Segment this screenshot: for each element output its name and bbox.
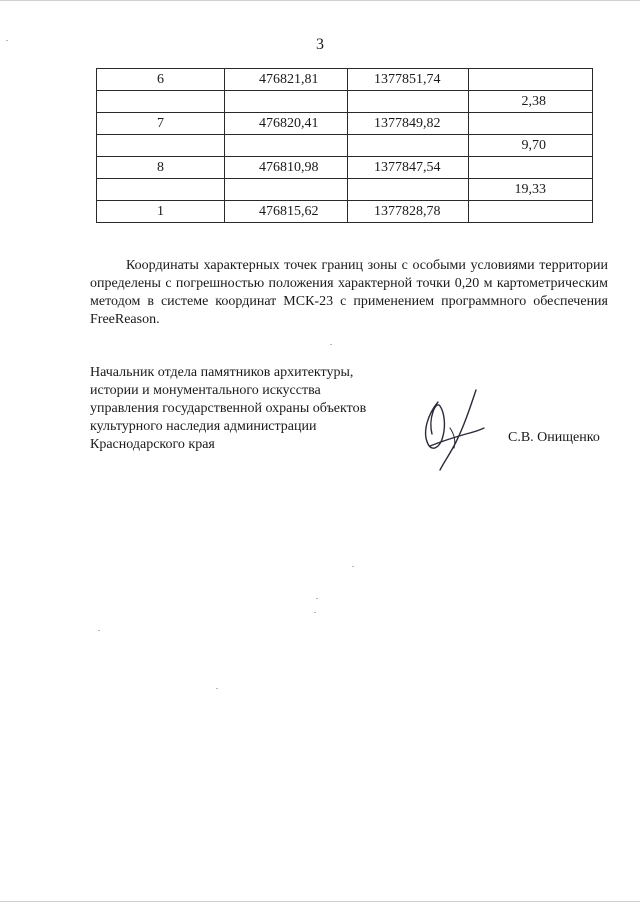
signatory-title-line: истории и монументального искусства <box>90 383 321 398</box>
distance-cell: 9,70 <box>469 135 593 157</box>
scan-bottom-edge <box>0 901 640 902</box>
point-number-cell: 7 <box>97 113 225 135</box>
coordinates-method-paragraph: Координаты характерных точек границ зоны с особыми условиями территории определены с погрешностью положения характерной точки 0,20 м картометрическим методом в системе координат МСК-23 с применением программного обеспечения FreeReason. <box>90 258 608 327</box>
y-coordinate-cell <box>348 135 469 157</box>
x-coordinate-cell <box>225 91 348 113</box>
scan-speck <box>316 598 318 599</box>
y-coordinate-cell: 1377849,82 <box>348 113 469 135</box>
point-number-cell: 6 <box>97 69 225 91</box>
signatory-title-line: культурного наследия администрации <box>90 419 317 434</box>
y-coordinate-cell <box>348 179 469 201</box>
page-number: 3 <box>316 36 324 53</box>
x-coordinate-cell: 476815,62 <box>225 201 348 223</box>
distance-cell: 19,33 <box>469 179 593 201</box>
scan-speck <box>6 40 8 41</box>
table-row <box>97 113 593 135</box>
distance-cell <box>469 157 593 179</box>
point-number-cell <box>97 135 225 157</box>
distance-cell <box>469 201 593 223</box>
signatory-title-line: управления государственной охраны объектов <box>90 401 367 416</box>
distance-cell: 2,38 <box>469 91 593 113</box>
x-coordinate-cell <box>225 135 348 157</box>
x-coordinate-cell: 476810,98 <box>225 157 348 179</box>
signatory-name: С.В. Онищенко <box>508 430 600 445</box>
table-row <box>97 69 593 91</box>
scan-speck <box>98 630 100 631</box>
scan-speck <box>216 688 218 689</box>
distance-cell <box>469 113 593 135</box>
table-row <box>97 157 593 179</box>
y-coordinate-cell: 1377828,78 <box>348 201 469 223</box>
table-row <box>97 91 593 113</box>
y-coordinate-cell: 1377847,54 <box>348 157 469 179</box>
table-row <box>97 201 593 223</box>
table-row <box>97 135 593 157</box>
coordinates-table <box>96 68 593 223</box>
signatory-title <box>90 364 410 454</box>
signatory-title-line: Начальник отдела памятников архитектуры, <box>90 365 354 380</box>
point-number-cell <box>97 91 225 113</box>
scan-speck <box>330 344 332 345</box>
y-coordinate-cell <box>348 91 469 113</box>
scan-top-edge <box>0 0 640 1</box>
scan-speck <box>314 612 316 613</box>
x-coordinate-cell: 476820,41 <box>225 113 348 135</box>
scan-speck <box>352 566 354 567</box>
table-row <box>97 179 593 201</box>
x-coordinate-cell <box>225 179 348 201</box>
handwritten-signature <box>410 384 490 474</box>
signatory-title-line: Краснодарского края <box>90 437 215 452</box>
point-number-cell: 8 <box>97 157 225 179</box>
point-number-cell <box>97 179 225 201</box>
point-number-cell: 1 <box>97 201 225 223</box>
x-coordinate-cell: 476821,81 <box>225 69 348 91</box>
y-coordinate-cell: 1377851,74 <box>348 69 469 91</box>
distance-cell <box>469 69 593 91</box>
